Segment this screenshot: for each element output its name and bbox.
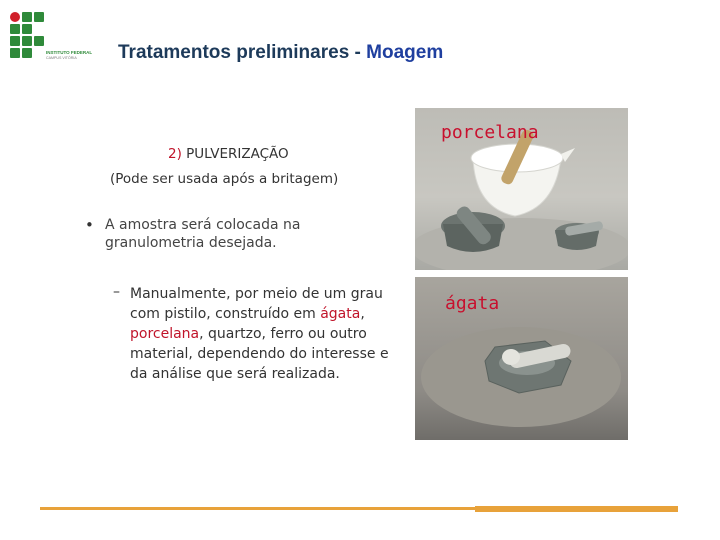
logo-square (10, 24, 20, 34)
logo-square (22, 12, 32, 22)
section-number: 2) (168, 146, 182, 162)
subbullet-part1: Manualmente, por meio de um grau com pistilo, construído em (130, 286, 383, 322)
section-title: PULVERIZAÇÃO (186, 146, 289, 162)
logo-square (34, 36, 44, 46)
footer-accent-bar (475, 506, 678, 512)
logo-square (22, 36, 32, 46)
logo-square (10, 48, 20, 58)
section-subheading: (Pode ser usada após a britagem) (110, 171, 339, 187)
bullet-text: A amostra será colocada na granulometria desejada. (105, 217, 301, 251)
agata-label: ágata (445, 293, 500, 314)
logo-square (22, 48, 32, 58)
logo-square (22, 24, 32, 34)
subbullet-symbol: – (113, 284, 120, 300)
slide-title (118, 42, 443, 64)
subbullet-text (130, 284, 400, 384)
institution-logo (6, 10, 102, 66)
porcelana-label: porcelana (441, 122, 539, 143)
subbullet-part2: , quartzo, ferro ou outro material, dependendo do interesse e da análise que será realizada. (130, 326, 389, 382)
slide-title-highlight: Moagem (366, 42, 444, 63)
logo-campus-text: CAMPUS VITÓRIA (46, 56, 77, 60)
footer-divider (40, 507, 475, 510)
agata-word: ágata (320, 306, 361, 322)
logo-square (10, 36, 20, 46)
subbullet-comma: , (360, 306, 365, 322)
agate-mortar-photo (415, 277, 628, 440)
porcelana-word: porcelana (130, 326, 200, 342)
logo-institution-text: INSTITUTO FEDERAL (46, 50, 93, 55)
section-heading (168, 146, 289, 162)
logo-square (34, 12, 44, 22)
logo-red-dot (10, 12, 20, 22)
slide-title-main: Tratamentos preliminares - (118, 42, 367, 63)
porcelain-mortar-photo (415, 108, 628, 270)
bullet-symbol: • (85, 216, 94, 234)
